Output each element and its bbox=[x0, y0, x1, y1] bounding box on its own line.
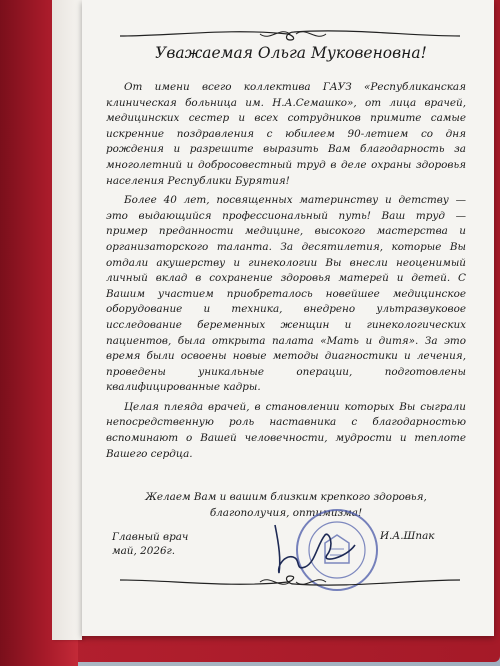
letter-body bbox=[106, 80, 466, 466]
paragraph-2: Более 40 лет, посвященных материнству и детству — это выдающийся профессиональный путь! Ваш труд — пример преданности медицине, высокого мастерства и организаторского таланта. За десятилетия, которые Вы отдали акушерству и гинекологии Вы внесли неоценимый личный вклад в сохранение здоровья матерей и детей. С Вашим участием приобреталось новейшее медицинское оборудование и техника, внедрено ультразвуковое исследование беременных женщин и гинекологических пациентов, была открыта палата «Мать и дитя». За это время были освоены новые методы диагностики и лечения, проведены уникальные операции, подготовлены квалифицированные кадры. bbox=[106, 194, 466, 394]
paper-edge bbox=[52, 0, 82, 640]
letter-date: май, 2026г. bbox=[112, 545, 176, 557]
signer-position: Главный врач bbox=[112, 531, 189, 543]
signer-block bbox=[112, 530, 188, 558]
wish-line-1: Желаем Вам и вашим близким крепкого здоровья, bbox=[145, 491, 427, 503]
wish-line-2: благополучия, оптимизма! bbox=[209, 507, 363, 519]
paragraph-1: От имени всего коллектива ГАУЗ «Республиканская клиническая больница им. Н.А.Семашко», от лица врачей, медицинских сестер и всех сотрудников примите самые искренние поздравления с юбилеем 90-летием со дня рождения и разрешите выразить Вам благодарность за многолетний и добросовестный труд в деле охраны здоровья населения Республики Бурятия! bbox=[106, 81, 466, 187]
signer-name: И.А.Шпак bbox=[380, 530, 435, 542]
flourish-top-icon bbox=[110, 24, 470, 46]
paragraph-3: Целая плеяда врачей, в становлении которых Вы сыграли непосредственную роль наставника с благодарностью вспоминают о Вашей человечности, мудрости и теплоте Вашего сердца. bbox=[106, 400, 466, 460]
flourish-bottom-icon bbox=[110, 570, 470, 592]
greeting-title: Уважаемая Ольга Муковеновна! bbox=[155, 44, 427, 62]
